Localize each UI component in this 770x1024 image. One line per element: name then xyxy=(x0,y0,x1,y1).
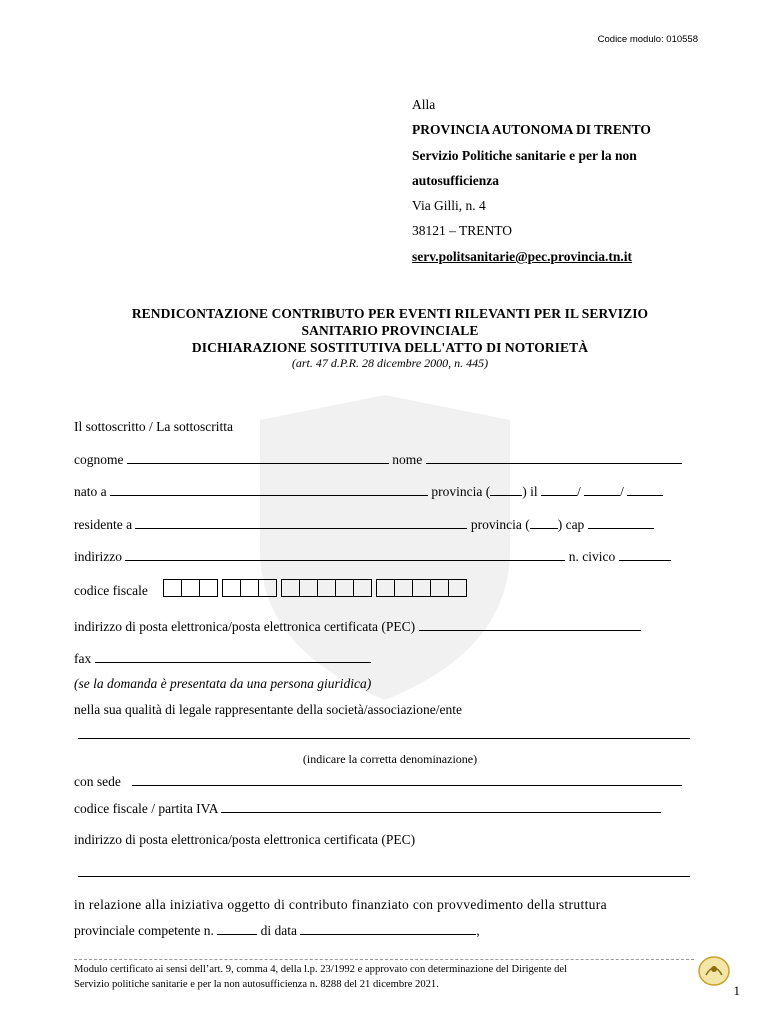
resident-in-label: residente a xyxy=(74,517,133,532)
province-res-field[interactable] xyxy=(530,516,558,529)
tax-code-boxes xyxy=(164,579,472,597)
birth-row xyxy=(74,483,663,500)
footer-line1: Modulo certificato ai sensi dell’art. 9, comma 4, della l.p. 23/1992 e approvato con determinazione del Dirigente del xyxy=(74,964,568,975)
tax-code-cell[interactable] xyxy=(353,579,372,597)
date-separator: / xyxy=(620,484,624,499)
footer-note xyxy=(74,962,700,992)
legal-rep-label: nella sua qualità di legale rappresentante della società/associazione/ente xyxy=(74,702,462,717)
cap-field[interactable] xyxy=(588,516,654,529)
recipient-street: Via Gilli, n. 4 xyxy=(412,198,486,213)
tax-code-cell[interactable] xyxy=(448,579,467,597)
relation-text: in relazione alla iniziativa oggetto di contributo finanziato con provvedimento della struttura xyxy=(74,897,607,912)
residence-row xyxy=(74,516,654,533)
recipient-to: Alla xyxy=(412,97,436,112)
cap-label: ) cap xyxy=(557,517,585,532)
tax-code-cell[interactable] xyxy=(317,579,336,597)
vat-row xyxy=(74,800,661,817)
tax-code-group xyxy=(377,579,467,597)
footer-line2: Servizio politiche sanitarie e per la non autosufficienza n. 8288 del 21 dicembre 2021. xyxy=(74,979,439,990)
residence-field[interactable] xyxy=(135,516,467,529)
date-separator: / xyxy=(576,484,581,499)
recipient-org: PROVINCIA AUTONOMA DI TRENTO xyxy=(412,122,651,137)
tax-code-group xyxy=(282,579,372,597)
comma: , xyxy=(476,923,480,938)
province-res-label: provincia ( xyxy=(470,517,530,532)
undersigned-label: Il sottoscritto / La sottoscritta xyxy=(74,419,233,434)
tax-code-label: codice fiscale xyxy=(74,583,148,598)
surname-name-row xyxy=(74,451,682,468)
title-line2: SANITARIO PROVINCIALE xyxy=(301,323,479,338)
tax-code-cell[interactable] xyxy=(240,579,259,597)
tax-code-cell[interactable] xyxy=(394,579,413,597)
province-born-label: provincia ( xyxy=(431,484,491,499)
birth-month-field[interactable] xyxy=(584,483,620,496)
competent-label: provinciale competente n. xyxy=(74,923,214,938)
surname-label: cognome xyxy=(74,452,124,467)
tax-code-cell[interactable] xyxy=(412,579,431,597)
pec-row xyxy=(74,618,641,635)
tax-code-cell[interactable] xyxy=(299,579,318,597)
recipient-city: 38121 – TRENTO xyxy=(412,223,513,238)
competent-row xyxy=(74,922,480,939)
tax-code-cell[interactable] xyxy=(258,579,277,597)
civic-label: n. civico xyxy=(568,549,616,564)
tax-code-cell[interactable] xyxy=(222,579,241,597)
address-label: indirizzo xyxy=(74,549,122,564)
birth-year-field[interactable] xyxy=(627,483,663,496)
title-line3: DICHIARAZIONE SOSTITUTIVA DELL'ATTO DI NOTORIETÀ xyxy=(191,340,589,355)
legal-person-note: (se la domanda è presentata da una persona giuridica) xyxy=(74,676,372,691)
competent-no-field[interactable] xyxy=(217,922,257,935)
footer-divider xyxy=(74,959,694,960)
fax-row xyxy=(74,650,371,667)
certification-seal-icon xyxy=(697,955,731,987)
name-field[interactable] xyxy=(426,451,682,464)
title-subtitle: (art. 47 d.P.R. 28 dicembre 2000, n. 445) xyxy=(291,356,489,370)
civic-field[interactable] xyxy=(619,548,671,561)
recipient-service-line2: autosufficienza xyxy=(412,173,499,188)
module-code: Codice modulo: 010558 xyxy=(597,34,698,45)
tax-code-cell[interactable] xyxy=(281,579,300,597)
seat-field[interactable] xyxy=(132,773,682,786)
birth-day-field[interactable] xyxy=(541,483,577,496)
birthdate-label: ) il xyxy=(522,484,538,499)
denomination-hint: (indicare la corretta denominazione) xyxy=(302,752,478,766)
vat-field[interactable] xyxy=(221,800,661,813)
seat-row xyxy=(74,773,682,790)
of-date-field[interactable] xyxy=(300,922,476,935)
birthplace-field[interactable] xyxy=(110,483,428,496)
pec2-label: indirizzo di posta elettronica/posta elettronica certificata (PEC) xyxy=(74,832,416,847)
address-field[interactable] xyxy=(125,548,565,561)
fax-label: fax xyxy=(74,651,92,666)
tax-code-cell[interactable] xyxy=(335,579,354,597)
vat-label: codice fiscale / partita IVA xyxy=(74,801,218,816)
title-line1: RENDICONTAZIONE CONTRIBUTO PER EVENTI RILEVANTI PER IL SERVIZIO xyxy=(131,306,649,321)
tax-code-cell[interactable] xyxy=(430,579,449,597)
pec-label: indirizzo di posta elettronica/posta elettronica certificata (PEC) xyxy=(74,619,416,634)
surname-field[interactable] xyxy=(127,451,389,464)
recipient-service-line1: Servizio Politiche sanitarie e per la non xyxy=(412,148,637,163)
tax-code-cell[interactable] xyxy=(181,579,200,597)
page-number: 1 xyxy=(733,983,740,998)
province-born-field[interactable] xyxy=(490,483,522,496)
recipient-pec-link[interactable]: serv.politsanitarie@pec.provincia.tn.it xyxy=(412,249,633,264)
tax-code-group xyxy=(164,579,218,597)
tax-code-cell[interactable] xyxy=(199,579,218,597)
pec-field[interactable] xyxy=(419,618,641,631)
tax-code-group xyxy=(223,579,277,597)
of-date-label: di data xyxy=(260,923,297,938)
address-row xyxy=(74,548,671,565)
fax-field[interactable] xyxy=(95,650,371,663)
tax-code-cell[interactable] xyxy=(376,579,395,597)
born-in-label: nato a xyxy=(74,484,107,499)
tax-code-cell[interactable] xyxy=(163,579,182,597)
pec2-field[interactable] xyxy=(78,876,690,877)
denomination-field[interactable] xyxy=(78,738,690,739)
name-label: nome xyxy=(392,452,423,467)
seat-label: con sede xyxy=(74,774,121,789)
